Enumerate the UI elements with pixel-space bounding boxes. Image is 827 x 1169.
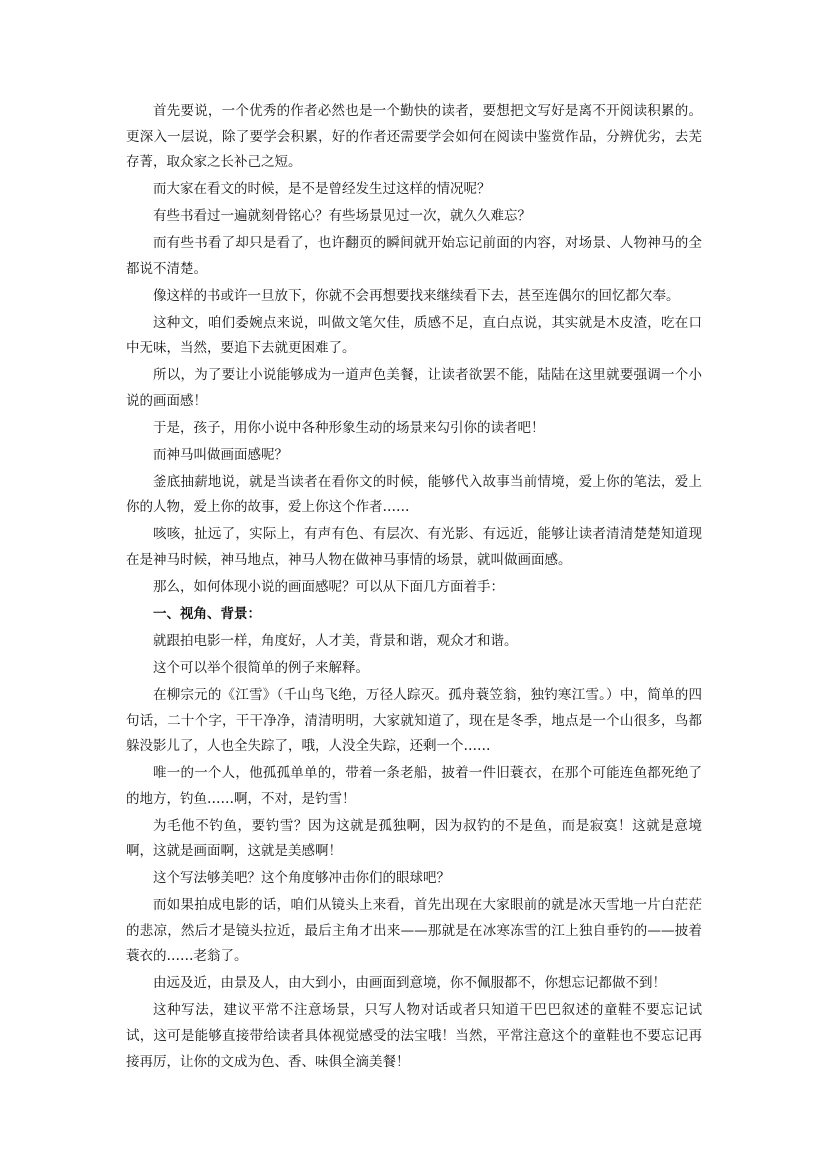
paragraph: 而神马叫做画面感呢？ bbox=[153, 446, 288, 463]
paragraph: 那么，如何体现小说的画面感呢？可以从下面几方面着手： bbox=[153, 578, 504, 595]
paragraph: 而大家在看文的时候，是不是曾经发生过这样的情况呢？ bbox=[153, 181, 491, 198]
paragraph: 这种写法，建议平常不注意场景，只写人物对话或者只知道干巴巴叙述的童鞋不要忘记试试，这可是能够直接带给读者具体视觉感受的法宝哦！当然，平常注意这个的童鞋也不要忘记再接再厉，让你的文成为色、香、味俱全滴美餐！ bbox=[126, 1002, 702, 1070]
paragraph: 这个可以举个很简单的例子来解释。 bbox=[153, 659, 369, 676]
paragraph: 为毛他不钓鱼，要钓雪？因为这就是孤独啊，因为叔钓的不是鱼，而是寂寞！这就是意境啊，这就是画面啊，这就是美感啊！ bbox=[126, 817, 702, 860]
paragraph: 在柳宗元的《江雪》（千山鸟飞绝，万径人踪灭。孤舟蓑笠翁，独钓寒江雪。）中，简单的四句话，二十个字，干干净净，清清明明，大家就知道了，现在是冬季，地点是一个山很多，鸟都躲没影儿了，人也全失踪了，哦，人没全失踪，还剩一个…… bbox=[126, 686, 702, 755]
paragraph: 首先要说，一个优秀的作者必然也是一个勤快的读者，要想把文写好是离不开阅读积累的。更深入一层说，除了要学会积累，好的作者还需要学会如何在阅读中鉴赏作品，分辨优劣，去芜存菁，取众家之长补己之短。 bbox=[126, 103, 702, 171]
paragraph: 这种文，咱们委婉点来说，叫做文笔欠佳，质感不足，直白点说，其实就是木皮渣，吃在口中无味，当然，要追下去就更困难了。 bbox=[126, 314, 702, 357]
paragraph: 釜底抽薪地说，就是当读者在看你文的时候，能够代入故事当前情境，爱上你的笔法，爱上你的人物，爱上你的故事，爱上你这个作者…… bbox=[126, 473, 702, 516]
paragraph: 于是，孩子，用你小说中各种形象生动的场景来勾引你的读者吧！ bbox=[153, 419, 545, 436]
paragraph: 所以，为了要让小说能够成为一道声色美餐，让读者欲罢不能，陆陆在这里就要强调一个小说的画面感！ bbox=[126, 367, 702, 409]
paragraph: 这个写法够美吧？这个角度够冲击你们的眼球吧？ bbox=[153, 870, 450, 887]
paragraph: 而如果拍成电影的话，咱们从镜头上来看，首先出现在大家眼前的就是冰天雪地一片白茫茫的悲凉，然后才是镜头拉近，最后主角才出来——那就是在冰寒冻雪的江上独自垂钓的——披着蓑衣的……老翁了。 bbox=[126, 897, 702, 965]
paragraph: 唯一的一个人，他孤孤单单的，带着一条老船，披着一件旧蓑衣，在那个可能连鱼都死绝了的地方，钓鱼……啊，不对，是钓雪！ bbox=[126, 765, 702, 807]
paragraph: 就跟拍电影一样，角度好，人才美，背景和谐，观众才和谐。 bbox=[153, 632, 518, 649]
paragraph: 由远及近，由景及人，由大到小，由画面到意境，你不佩服都不，你想忘记都做不到！ bbox=[153, 975, 666, 992]
paragraph: 有些书看过一遍就刻骨铭心？有些场景见过一次，就久久难忘？ bbox=[153, 208, 531, 225]
paragraph: 而有些书看了却只是看了，也许翻页的瞬间就开始忘记前面的内容，对场景、人物神马的全都说不清楚。 bbox=[126, 235, 702, 277]
paragraph: 咳咳，扯远了，实际上，有声有色、有层次、有光影、有远近，能够让读者清清楚楚知道现在是神马时候，神马地点，神马人物在做神马事情的场景，就叫做画面感。 bbox=[126, 526, 702, 568]
section-heading: 一、视角、背景： bbox=[153, 605, 261, 622]
paragraph: 像这样的书或许一旦放下，你就不会再想要找来继续看下去，甚至连偶尔的回忆都欠奉。 bbox=[153, 287, 680, 304]
article-body bbox=[126, 99, 702, 1077]
